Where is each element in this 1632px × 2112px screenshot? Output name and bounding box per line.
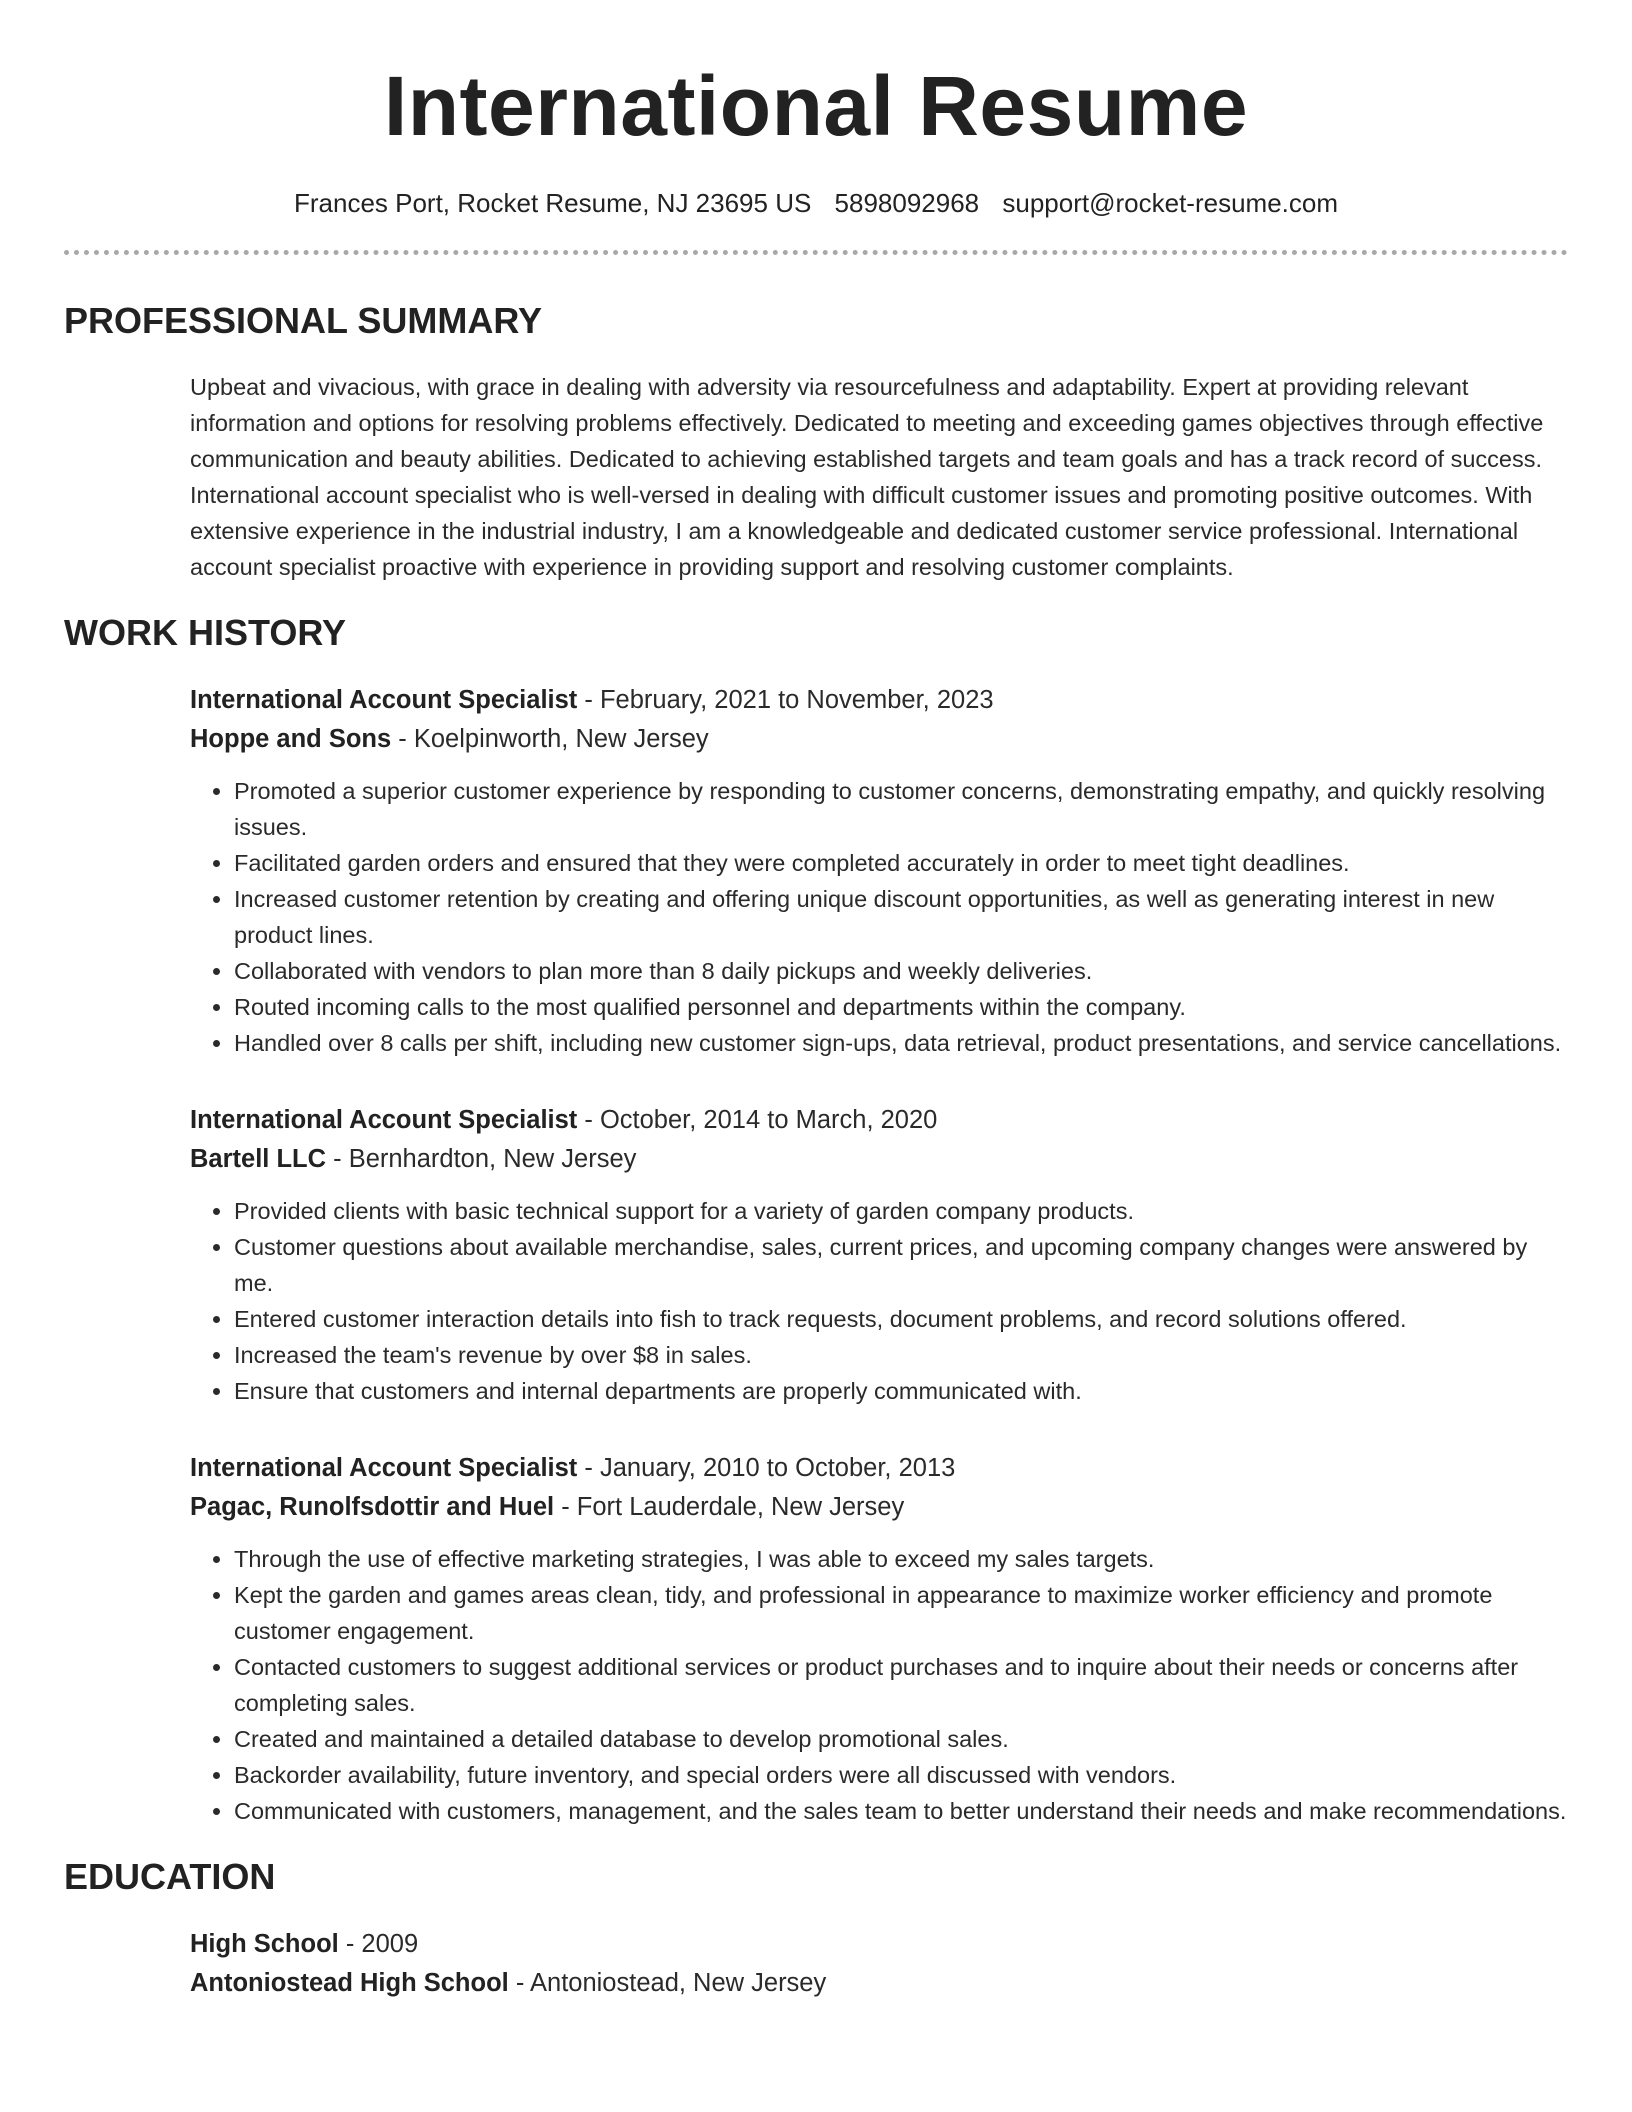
job-bullet: • Increased customer retention by creating and offering unique discount opportunities, as well as generating interest in new product lines. (234, 881, 1568, 953)
education-title: EDUCATION (64, 1856, 276, 1897)
work-title: WORK HISTORY (64, 612, 347, 653)
contact-address: Frances Port, Rocket Resume, NJ 23695 US (293, 188, 812, 218)
job-bullet: • Created and maintained a detailed database to develop promotional sales. (234, 1721, 1568, 1757)
job-bullets (190, 773, 1568, 1061)
summary-body (190, 369, 1568, 585)
job-bullet: • Ensure that customers and internal departments are properly communicated with. (234, 1373, 1568, 1409)
education-body (190, 1925, 1568, 2003)
summary-text: Upbeat and vivacious, with grace in dealing with adversity via resourcefulness and adaptability. Expert at providing relevant information and options for resolving problems effectively. Dedicated to meeting and exceeding games objectives through effective communication and beauty abilities. Dedicated to achieving established targets and team goals and has a track record of success. International account specialist who is well-versed in dealing with difficult customer issues and promoting positive outcomes. With extensive experience in the industrial industry, I am a knowledgeable and dedicated customer service professional. International account specialist proactive with experience in providing support and resolving customer complaints. (190, 374, 1544, 580)
job-title-line (190, 1101, 1568, 1140)
job-location: - Bernhardton, New Jersey (326, 1145, 637, 1173)
job-bullet: • Promoted a superior customer experience by responding to customer concerns, demonstrating empathy, and quickly resolving issues. (234, 773, 1568, 845)
job-company: Pagac, Runolfsdottir and Huel (190, 1493, 555, 1521)
job-company: Bartell LLC (190, 1145, 327, 1173)
education-degree: High School (190, 1930, 339, 1958)
job-entry (190, 681, 1568, 1061)
education-location: - Antoniostead, New Jersey (508, 1969, 827, 1997)
job-bullet: • Collaborated with vendors to plan more than 8 daily pickups and weekly deliveries. (234, 953, 1568, 989)
resume-header (64, 0, 1568, 255)
education-year: - 2009 (338, 1930, 419, 1958)
summary-title: PROFESSIONAL SUMMARY (64, 300, 543, 341)
job-dates: - October, 2014 to March, 2020 (577, 1106, 938, 1134)
education-degree-line (190, 1925, 1568, 1964)
job-bullet: • Routed incoming calls to the most qualified personnel and departments within the company. (234, 989, 1568, 1025)
header-divider (64, 250, 1568, 255)
job-bullet: • Through the use of effective marketing strategies, I was able to exceed my sales targets. (234, 1541, 1568, 1577)
job-bullet: • Increased the team's revenue by over $8 in sales. (234, 1337, 1568, 1373)
job-role: International Account Specialist (190, 1106, 578, 1134)
job-company-line (190, 1488, 1568, 1527)
job-bullet: • Kept the garden and games areas clean, tidy, and professional in appearance to maximize worker efficiency and promote customer engagement. (234, 1577, 1568, 1649)
contact-phone: 5898092968 (834, 188, 980, 218)
job-bullet: • Handled over 8 calls per shift, including new customer sign-ups, data retrieval, product presentations, and service cancellations. (234, 1025, 1568, 1061)
job-title-line (190, 681, 1568, 720)
education-section (64, 1855, 1568, 2003)
job-company: Hoppe and Sons (190, 725, 392, 753)
work-section (64, 611, 1568, 1829)
job-bullet: • Contacted customers to suggest additional services or product purchases and to inquire about their needs or concerns after completing sales. (234, 1649, 1568, 1721)
job-location: - Fort Lauderdale, New Jersey (554, 1493, 905, 1521)
contact-email: support@rocket-resume.com (1002, 188, 1339, 218)
job-bullets (190, 1193, 1568, 1409)
job-company-line (190, 1140, 1568, 1179)
job-bullet: • Customer questions about available merchandise, sales, current prices, and upcoming company changes were answered by me. (234, 1229, 1568, 1301)
job-company-line (190, 720, 1568, 759)
education-school-line (190, 1964, 1568, 2003)
job-title-line (190, 1449, 1568, 1488)
summary-section (64, 299, 1568, 585)
work-body (190, 681, 1568, 1829)
education-school: Antoniostead High School (190, 1969, 509, 1997)
job-bullet: • Provided clients with basic technical support for a variety of garden company products. (234, 1193, 1568, 1229)
job-location: - Koelpinworth, New Jersey (391, 725, 709, 753)
job-bullet: • Entered customer interaction details into fish to track requests, document problems, and record solutions offered. (234, 1301, 1568, 1337)
job-dates: - February, 2021 to November, 2023 (577, 686, 994, 714)
job-bullet: • Facilitated garden orders and ensured that they were completed accurately in order to meet tight deadlines. (234, 845, 1568, 881)
job-entry (190, 1101, 1568, 1409)
job-role: International Account Specialist (190, 1454, 578, 1482)
contact-line (64, 186, 1568, 220)
job-dates: - January, 2010 to October, 2013 (577, 1454, 956, 1482)
job-bullet: • Backorder availability, future inventory, and special orders were all discussed with vendors. (234, 1757, 1568, 1793)
job-entry (190, 1449, 1568, 1829)
resume-name: International Resume (383, 59, 1249, 153)
job-bullet: • Communicated with customers, management, and the sales team to better understand their needs and make recommendations. (234, 1793, 1568, 1829)
job-role: International Account Specialist (190, 686, 578, 714)
job-bullets (190, 1541, 1568, 1829)
